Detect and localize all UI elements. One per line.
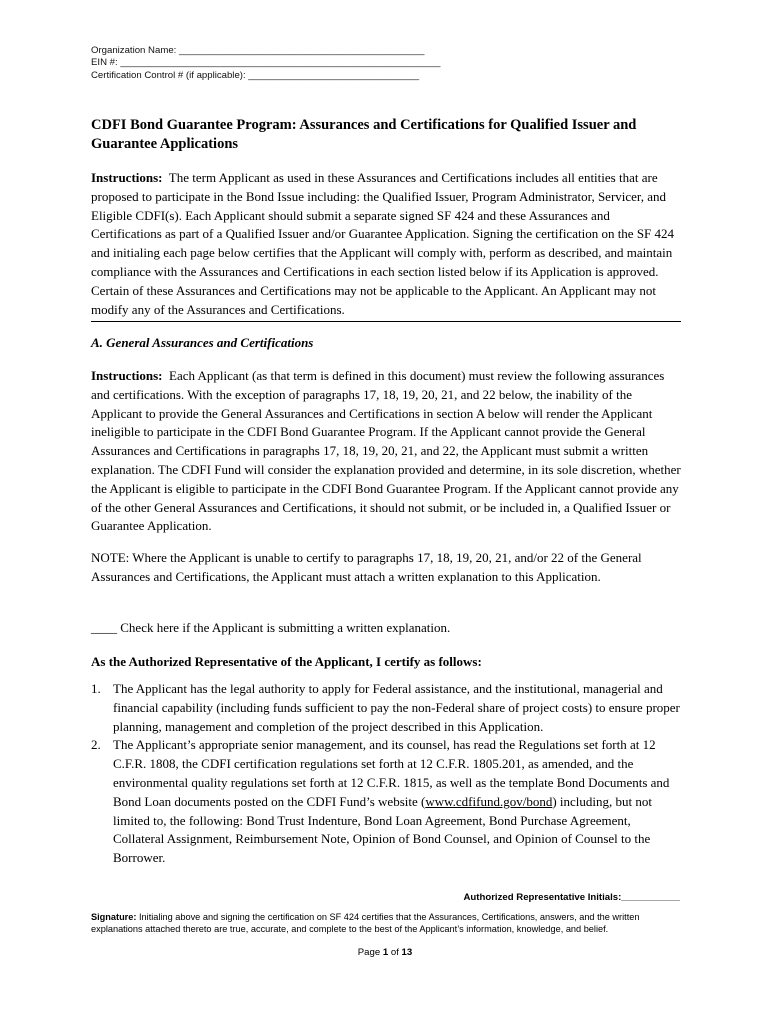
item-text [113,736,681,868]
item-number: 2. [91,737,101,753]
header-fields [91,45,440,82]
item-text-after-link: ) including, but not limited to, the following: Bond Trust Indenture, Bond Loan Agreement, Bond Purchase Agreement, Collateral Assignment, Reimbursement Note, Opinion of Bond Counsel, and Opinion of Counsel to the Borrower. [113,793,652,866]
note-paragraph: NOTE: Where the Applicant is unable to certify to paragraphs 17, 18, 19, 20, 21, and/or 22 of the General Assurances and Certifications, the Applicant must attach a written explanation to this Application. [91,550,642,584]
page-prefix: Page [357,947,381,958]
instructions-paragraph [91,169,681,319]
item-text: The Applicant has the legal authority to apply for Federal assistance, and the institutional, managerial and financial capability (including funds sufficient to pay the non-Federal share of project costs) to ensure proper planning, management and completion of the project described in this Application. [113,681,680,734]
list-item [91,736,681,868]
ein-field: EIN #: ____________________________________________________________ [91,57,441,69]
signature-text: Initialing above and signing the certification on SF 424 certifies that the Assurances, Certifications, answers, and the written explanations attached thereto are true, accurate, and complete to the best of the Applicant’s information, knowledge, and belief. [91,912,640,935]
section-a-heading: A. General Assurances and Certifications [91,335,314,350]
certify-heading: As the Authorized Representative of the Applicant, I certify as follows: [91,654,482,669]
page-current: 1 [382,947,389,958]
signature-note [91,911,681,936]
page-total: 13 [401,947,413,958]
instructions-label: Instructions: [91,170,163,185]
section-a-instructions-label: Instructions: [91,368,163,383]
certification-control-field: Certification Control # (if applicable): ________________________________ [91,69,420,81]
document-title: CDFI Bond Guarantee Program: Assurances and Certifications for Qualified Issuer and Guarantee Applications [91,117,637,152]
cdfi-bond-link[interactable]: www.cdfifund.gov/bond [425,793,553,809]
item-text-before-link: The Applicant’s appropriate senior management, and its counsel, has read the Regulations set forth at 12 C.F.R. 1808, the CDFI certification regulations set forth at 12 C.F.R. 1805.201, as amended, and the environmental quality regulations set forth at 12 C.F.R. 1815, as well as the template Bond Documents and Bond Loan documents posted on the CDFI Fund’s website ( [113,737,670,809]
section-a-instructions [91,367,681,536]
item-number: 1. [91,681,101,696]
instructions-text: The term Applicant as used in these Assurances and Certifications includes all entities that are proposed to participate in the Bond Issue including: the Qualified Issuer, Program Administrator, Servicer, and Eligible CDFI(s). Each Applicant should submit a separate signed SF 424 and these Assurances and Certifications as part of a Qualified Issuer and/or Guarantee Application. Signing the certification on the SF 424 and initialing each page below certifies that the Applicant will comply with, perform as described, and maintain compliance with the Assurances and Certifications in each section listed below if its Application is approved. Certain of these Assurances and Certifications may not be applicable to the Applicant. An Applicant may not modify any of the Assurances and Certifications. [91,170,675,317]
page-of: of [390,947,399,958]
organization-name-field: Organization Name: ______________________________________________ [91,45,425,56]
authorized-initials-field[interactable]: Authorized Representative Initials:___________ [463,892,680,903]
section-a-instructions-text: Each Applicant (as that term is defined in this document) must review the following assurances and certifications. With the exception of paragraphs 17, 18, 19, 20, 21, and 22 below, the inability of the Applicant to provide the General Assurances and Certifications in section A below will render the Applicant ineligible to participate in the CDFI Bond Guarantee Program. If the Applicant cannot provide the General Assurances and Certifications in paragraphs 17, 18, 19, 20, 21, and 22, the Applicant must submit a written explanation. The CDFI Fund will consider the explanation provided and determine, in its sole discretion, whether the Applicant is eligible to participate in the CDFI Bond Guarantee Program. If the Applicant cannot provide any of the other General Assurances and Certifications, it should not submit, or be included in, a Qualified Issuer or Guarantee Application. [91,368,681,534]
certification-list [91,680,681,868]
list-item [91,680,681,736]
signature-label: Signature: [91,912,137,922]
page-number [0,947,770,958]
written-explanation-checkline[interactable]: ____ Check here if the Applicant is submitting a written explanation. [91,620,451,635]
section-divider [91,321,681,322]
